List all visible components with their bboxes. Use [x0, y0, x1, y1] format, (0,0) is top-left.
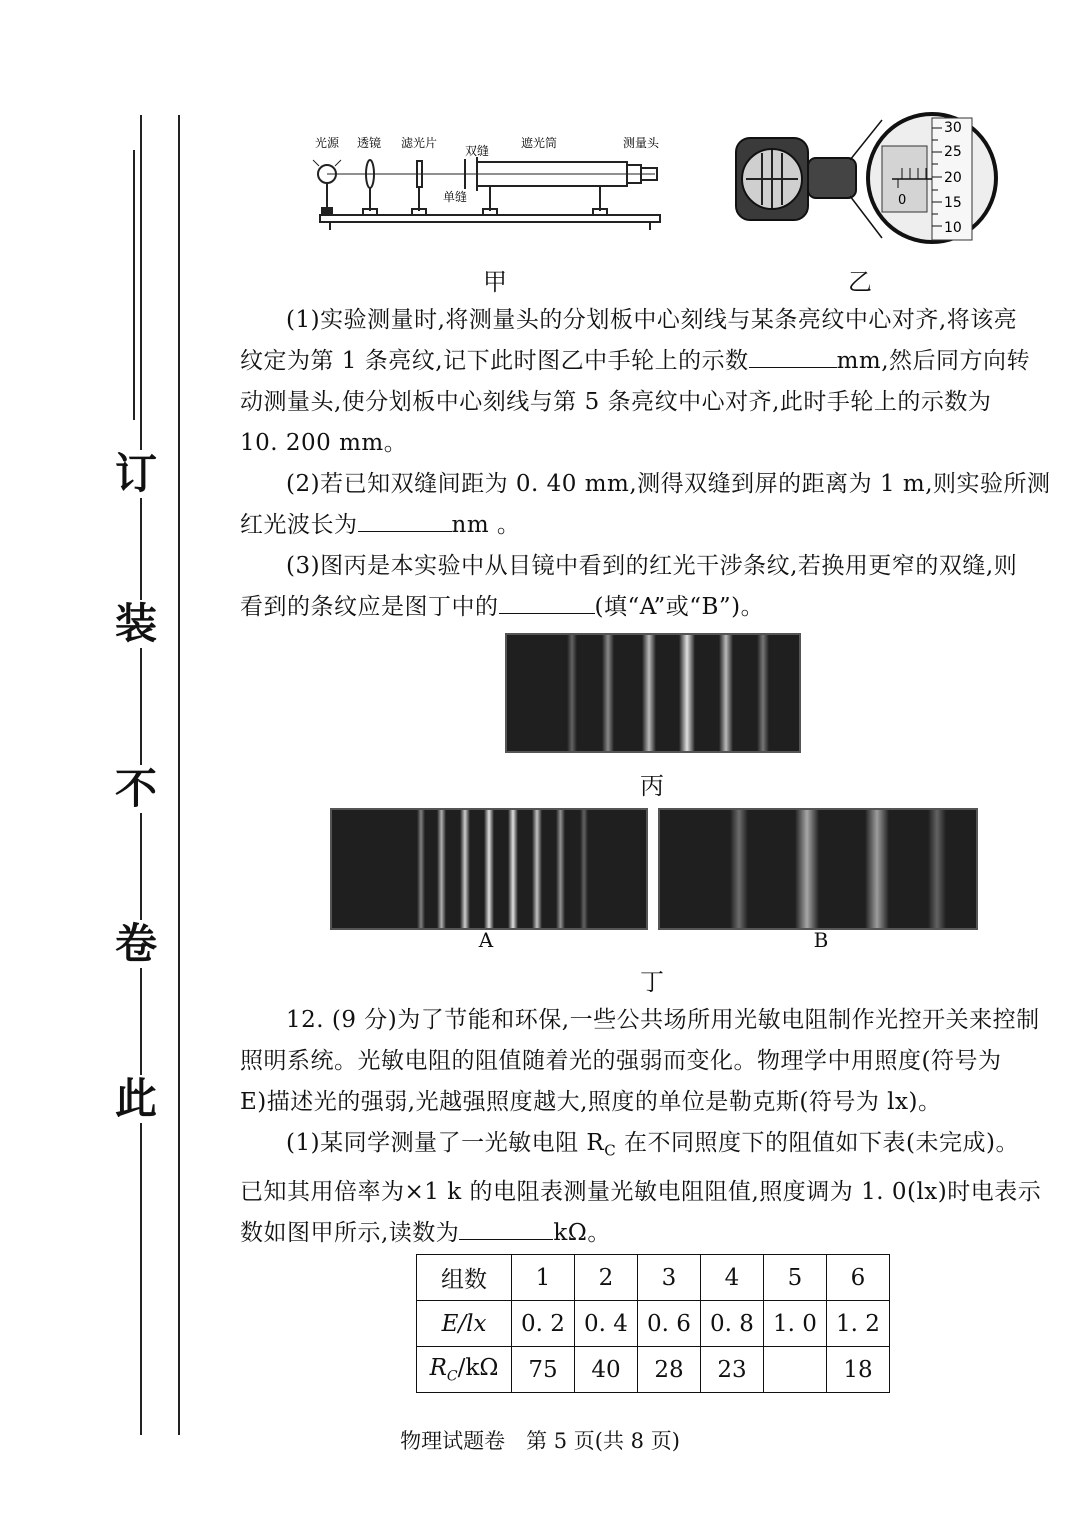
fig-yi-caption: 乙: [848, 268, 872, 296]
q11-p1-line2: [240, 341, 1062, 382]
page-footer: 物理试题卷 第 5 页(共 8 页): [400, 1429, 680, 1453]
binding-char-1: 此: [112, 1075, 160, 1123]
option-b-label: B: [813, 928, 829, 952]
fringe-image-a: [330, 808, 648, 930]
q12-s1-line2: 已知其用倍率为×1 k 的电阻表测量光敏电阻阻值,照度调为 1. 0(lx)时电表示: [240, 1178, 1042, 1205]
table-header-unit: /kΩ: [457, 1354, 499, 1381]
table-row: [417, 1347, 890, 1393]
label-filter: 滤光片: [401, 136, 438, 150]
binding-line-right: [178, 115, 180, 1435]
table-header: [417, 1347, 512, 1393]
table-header-sub: C: [446, 1368, 458, 1385]
q11-p3-hint: (填“A”或“B”)。: [594, 594, 765, 620]
binding-char-4: 装: [112, 600, 160, 648]
q11-p2-text: 红光波长为: [240, 512, 358, 538]
table-row: [417, 1255, 890, 1301]
q11-p3-line2: [240, 587, 1062, 628]
binding-dash: [133, 150, 135, 420]
q11-p3-line1: (3)图丙是本实验中从目镜中看到的红光干涉条纹,若换用更窄的双缝,则: [286, 553, 1018, 579]
label-single-slit: 单缝: [443, 190, 468, 204]
table-cell: 5: [764, 1255, 827, 1301]
q12-s1-unit: kΩ。: [553, 1219, 611, 1246]
table-cell: 6: [827, 1255, 890, 1301]
table-cell: 2: [575, 1255, 638, 1301]
micrometer-label-30: 30: [944, 120, 962, 136]
table-cell: 23: [701, 1347, 764, 1393]
q12-line3: E)描述光的强弱,光越强照度越大,照度的单位是勒克斯(符号为 lx)。: [240, 1089, 942, 1115]
micrometer-figure: [732, 108, 1002, 248]
micrometer-label-15: 15: [944, 195, 962, 211]
table-cell-empty[interactable]: [764, 1347, 827, 1393]
table-cell: 0. 6: [638, 1301, 701, 1347]
table-header: E/lx: [417, 1301, 512, 1347]
q11-blank-2[interactable]: [358, 509, 452, 532]
q12-part1: [240, 1123, 1062, 1254]
label-tube: 遮光筒: [521, 136, 558, 150]
table-header-r: R: [429, 1354, 447, 1381]
label-light-source: 光源: [315, 136, 340, 150]
q12-line2: 照明系统。光敏电阻的阻值随着光的强弱而变化。物理学中用照度(符号为: [240, 1048, 1002, 1074]
table-cell: 0. 8: [701, 1301, 764, 1347]
q11-blank-3[interactable]: [499, 591, 595, 614]
q11-p1-line1: (1)实验测量时,将测量头的分划板中心刻线与某条亮纹中心对齐,将该亮: [286, 307, 1018, 333]
table-cell: 1. 0: [764, 1301, 827, 1347]
table-cell: 18: [827, 1347, 890, 1393]
q12-s1-text2: 在不同照度下的阻值如下表(未完成)。: [616, 1130, 1019, 1156]
q11-p2-line2: [240, 505, 1062, 546]
micrometer-label-0: 0: [898, 193, 907, 208]
table-cell: 75: [512, 1347, 575, 1393]
q12-line1: 12. (9 分)为了节能和环保,一些公共场所用光敏电阻制作光控开关来控制: [286, 1007, 1040, 1033]
option-a-label: A: [478, 928, 494, 952]
table-cell: 1: [512, 1255, 575, 1301]
q12-s1-text: (1)某同学测量了一光敏电阻 R: [286, 1130, 605, 1156]
q12-intro: [240, 1000, 1062, 1123]
table-cell: 40: [575, 1347, 638, 1393]
q11-part2: [240, 464, 1062, 546]
fringe-image-b: [658, 808, 978, 930]
q11-blank-1[interactable]: [749, 345, 837, 368]
q11-part1: [240, 300, 1062, 464]
table-cell: 0. 4: [575, 1301, 638, 1347]
q12-blank-1[interactable]: [459, 1217, 553, 1240]
micrometer-label-10: 10: [944, 220, 962, 236]
q11-p2-line1: (2)若已知双缝间距为 0. 40 mm,测得双缝到屏的距离为 1 m,则实验所测: [286, 471, 1051, 497]
q11-p1-line4: 10. 200 mm。: [240, 430, 408, 456]
table-cell: 4: [701, 1255, 764, 1301]
q11-p2-unit: nm 。: [451, 512, 521, 538]
fig-bing-caption: 丙: [640, 772, 664, 800]
micrometer-label-20: 20: [944, 170, 962, 186]
binding-char-2: 卷: [112, 920, 160, 968]
q12-s1-sub: C: [604, 1141, 617, 1160]
table-header: 组数: [417, 1255, 512, 1301]
q11-p3-text: 看到的条纹应是图丁中的: [240, 594, 499, 620]
label-measuring-head: 测量头: [623, 136, 660, 150]
binding-char-3: 不: [112, 765, 160, 813]
q12-s1-text3: 数如图甲所示,读数为: [240, 1219, 460, 1246]
table-cell: 28: [638, 1347, 701, 1393]
micrometer-label-25: 25: [944, 144, 962, 160]
table-cell: 3: [638, 1255, 701, 1301]
q11-part3: [240, 546, 1062, 628]
fringe-image-bing: [505, 633, 801, 753]
q12-s1-line1: [240, 1123, 1062, 1172]
table-cell: 0. 2: [512, 1301, 575, 1347]
label-double-slit: 双缝: [465, 144, 490, 158]
q11-p1-line3: 动测量头,使分划板中心刻线与第 5 条亮纹中心对齐,此时手轮上的示数为: [240, 389, 992, 415]
fig-ding-caption: 丁: [640, 968, 664, 996]
q12-s1-line3: [240, 1213, 1062, 1254]
resistance-table: [416, 1254, 890, 1393]
binding-char-5: 订: [112, 450, 160, 498]
label-lens: 透镜: [357, 136, 382, 150]
q11-p1-text: 纹定为第 1 条亮纹,记下此时图乙中手轮上的示数: [240, 348, 749, 374]
q11-p1-unit: mm,然后同方向转: [836, 348, 1031, 374]
fig-jia-caption: 甲: [483, 268, 507, 296]
table-row: [417, 1301, 890, 1347]
apparatus-diagram: [305, 125, 675, 235]
table-cell: 1. 2: [827, 1301, 890, 1347]
